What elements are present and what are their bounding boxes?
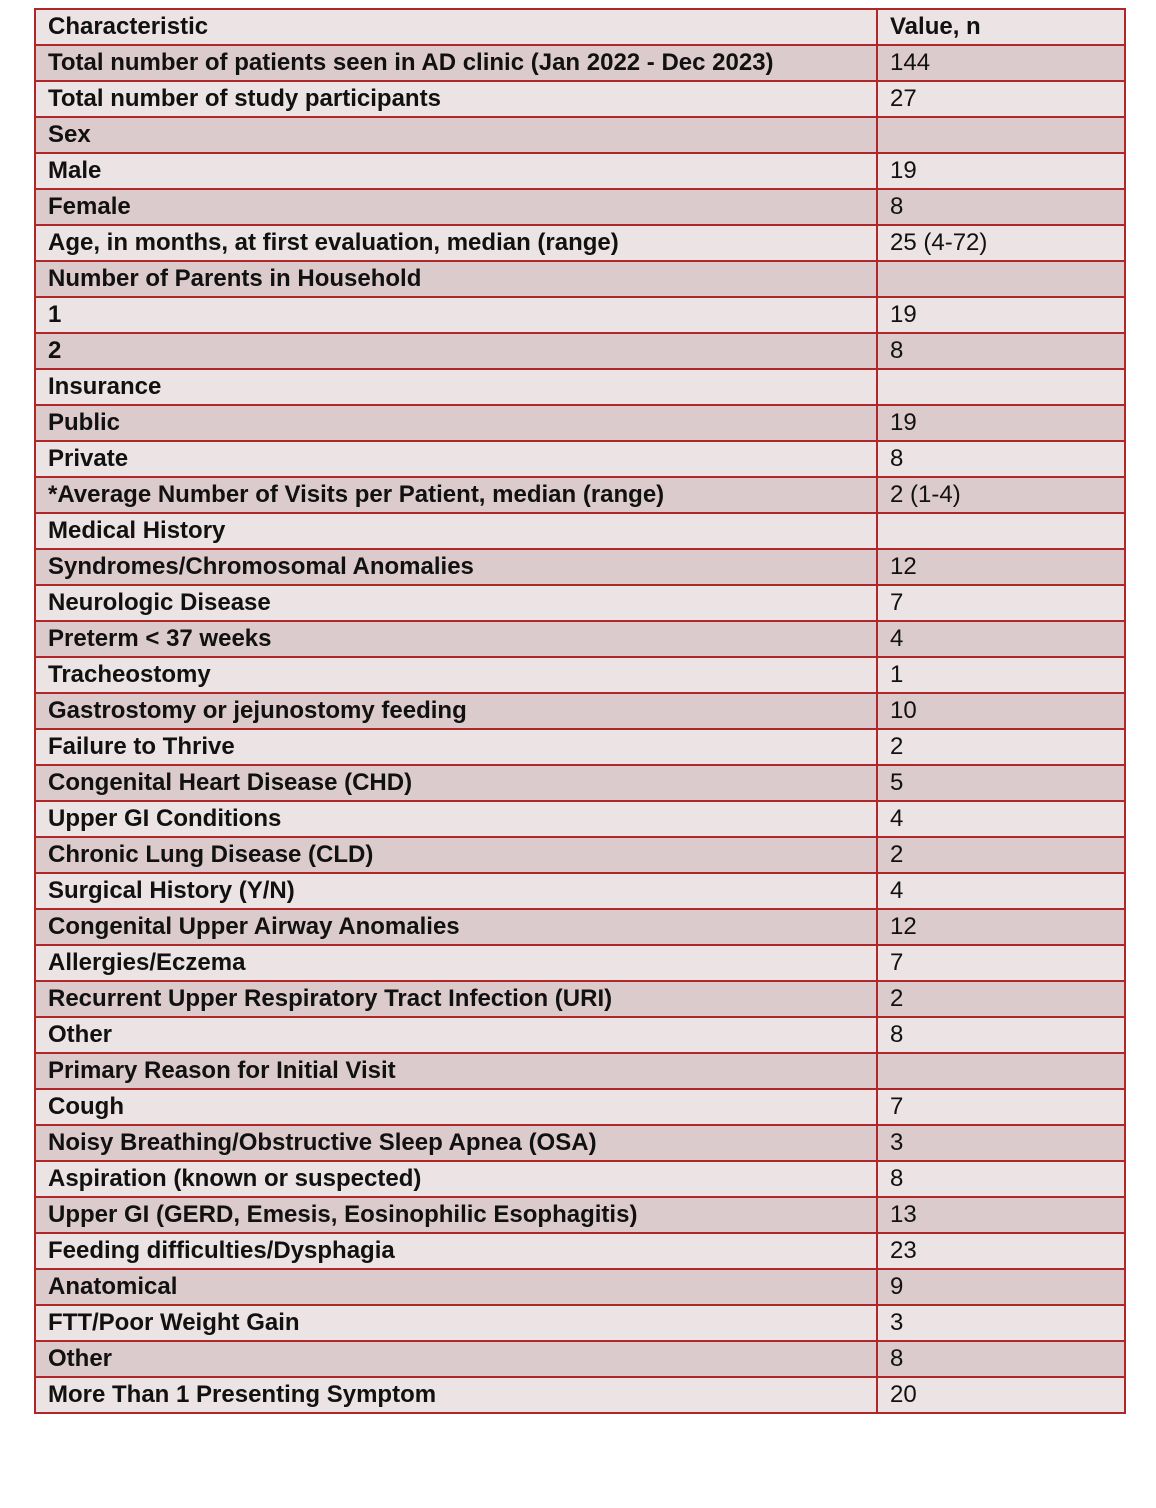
row-value: 8 xyxy=(877,1017,1125,1053)
row-value xyxy=(877,369,1125,405)
row-value: 8 xyxy=(877,1161,1125,1197)
row-value: 25 (4-72) xyxy=(877,225,1125,261)
table-row xyxy=(35,585,1125,621)
row-value: 9 xyxy=(877,1269,1125,1305)
row-value: 5 xyxy=(877,765,1125,801)
row-characteristic: Primary Reason for Initial Visit xyxy=(35,1053,877,1089)
row-characteristic: Age, in months, at first evaluation, median (range) xyxy=(35,225,877,261)
row-value xyxy=(877,117,1125,153)
row-characteristic: 2 xyxy=(35,333,877,369)
table-row xyxy=(35,81,1125,117)
table-row xyxy=(35,333,1125,369)
row-value: 3 xyxy=(877,1125,1125,1161)
table-row xyxy=(35,1125,1125,1161)
table-row xyxy=(35,1017,1125,1053)
row-value: 8 xyxy=(877,333,1125,369)
table-row xyxy=(35,909,1125,945)
row-value: 2 xyxy=(877,729,1125,765)
table-row xyxy=(35,945,1125,981)
row-characteristic: Failure to Thrive xyxy=(35,729,877,765)
table-row xyxy=(35,729,1125,765)
row-value: 4 xyxy=(877,873,1125,909)
table-row xyxy=(35,765,1125,801)
row-characteristic: Noisy Breathing/Obstructive Sleep Apnea (OSA) xyxy=(35,1125,877,1161)
table-row xyxy=(35,369,1125,405)
table-body xyxy=(35,9,1125,1413)
row-characteristic: *Average Number of Visits per Patient, median (range) xyxy=(35,477,877,513)
row-characteristic: Neurologic Disease xyxy=(35,585,877,621)
row-characteristic: Other xyxy=(35,1341,877,1377)
row-characteristic: Feeding difficulties/Dysphagia xyxy=(35,1233,877,1269)
row-characteristic: Chronic Lung Disease (CLD) xyxy=(35,837,877,873)
row-value: 7 xyxy=(877,945,1125,981)
row-characteristic: Gastrostomy or jejunostomy feeding xyxy=(35,693,877,729)
row-value: 12 xyxy=(877,549,1125,585)
row-characteristic: FTT/Poor Weight Gain xyxy=(35,1305,877,1341)
row-value: 8 xyxy=(877,1341,1125,1377)
row-value xyxy=(877,1053,1125,1089)
table-row xyxy=(35,1269,1125,1305)
row-value: 19 xyxy=(877,153,1125,189)
table-row xyxy=(35,477,1125,513)
table-row xyxy=(35,153,1125,189)
table-row xyxy=(35,189,1125,225)
row-characteristic: Recurrent Upper Respiratory Tract Infection (URI) xyxy=(35,981,877,1017)
row-characteristic: Female xyxy=(35,189,877,225)
row-value: 3 xyxy=(877,1305,1125,1341)
table-header-row xyxy=(35,9,1125,45)
row-characteristic: Other xyxy=(35,1017,877,1053)
row-value: 2 xyxy=(877,981,1125,1017)
row-characteristic: Cough xyxy=(35,1089,877,1125)
row-characteristic: Upper GI (GERD, Emesis, Eosinophilic Esophagitis) xyxy=(35,1197,877,1233)
table-row xyxy=(35,657,1125,693)
row-value xyxy=(877,261,1125,297)
table-row xyxy=(35,1233,1125,1269)
row-characteristic: Total number of patients seen in AD clinic (Jan 2022 - Dec 2023) xyxy=(35,45,877,81)
table-row xyxy=(35,693,1125,729)
row-value: 4 xyxy=(877,621,1125,657)
row-characteristic: Congenital Heart Disease (CHD) xyxy=(35,765,877,801)
row-characteristic: Sex xyxy=(35,117,877,153)
row-value: 7 xyxy=(877,585,1125,621)
row-value: 2 xyxy=(877,837,1125,873)
table-row xyxy=(35,1161,1125,1197)
table-row xyxy=(35,513,1125,549)
row-value: 20 xyxy=(877,1377,1125,1413)
table-row xyxy=(35,45,1125,81)
table-row xyxy=(35,981,1125,1017)
row-value: 4 xyxy=(877,801,1125,837)
row-characteristic: Surgical History (Y/N) xyxy=(35,873,877,909)
row-value: 144 xyxy=(877,45,1125,81)
characteristics-table xyxy=(34,8,1126,1414)
row-characteristic: Medical History xyxy=(35,513,877,549)
table-row xyxy=(35,297,1125,333)
row-characteristic: Insurance xyxy=(35,369,877,405)
table-row xyxy=(35,801,1125,837)
row-value: 19 xyxy=(877,405,1125,441)
row-characteristic: Upper GI Conditions xyxy=(35,801,877,837)
row-value: 23 xyxy=(877,1233,1125,1269)
row-characteristic: Allergies/Eczema xyxy=(35,945,877,981)
table-row xyxy=(35,1305,1125,1341)
table-row xyxy=(35,1089,1125,1125)
table-row xyxy=(35,873,1125,909)
row-characteristic: Syndromes/Chromosomal Anomalies xyxy=(35,549,877,585)
row-value: 12 xyxy=(877,909,1125,945)
row-value: 2 (1-4) xyxy=(877,477,1125,513)
row-characteristic: Aspiration (known or suspected) xyxy=(35,1161,877,1197)
row-characteristic: Public xyxy=(35,405,877,441)
row-value: 7 xyxy=(877,1089,1125,1125)
row-value: 8 xyxy=(877,189,1125,225)
row-value: 19 xyxy=(877,297,1125,333)
table-row xyxy=(35,549,1125,585)
row-value: 8 xyxy=(877,441,1125,477)
row-value: 1 xyxy=(877,657,1125,693)
row-characteristic: More Than 1 Presenting Symptom xyxy=(35,1377,877,1413)
row-characteristic: Male xyxy=(35,153,877,189)
table-row xyxy=(35,225,1125,261)
row-value: 10 xyxy=(877,693,1125,729)
table-row xyxy=(35,261,1125,297)
row-value: 27 xyxy=(877,81,1125,117)
row-value xyxy=(877,513,1125,549)
table-row xyxy=(35,1341,1125,1377)
table-row xyxy=(35,405,1125,441)
row-characteristic: Congenital Upper Airway Anomalies xyxy=(35,909,877,945)
row-characteristic: Total number of study participants xyxy=(35,81,877,117)
header-value: Value, n xyxy=(877,9,1125,45)
table-row xyxy=(35,1053,1125,1089)
characteristics-table-container xyxy=(34,8,1124,1414)
row-characteristic: Number of Parents in Household xyxy=(35,261,877,297)
header-characteristic: Characteristic xyxy=(35,9,877,45)
table-row xyxy=(35,837,1125,873)
row-characteristic: Tracheostomy xyxy=(35,657,877,693)
table-row xyxy=(35,1197,1125,1233)
table-row xyxy=(35,1377,1125,1413)
table-row xyxy=(35,441,1125,477)
row-value: 13 xyxy=(877,1197,1125,1233)
row-characteristic: Private xyxy=(35,441,877,477)
row-characteristic: Anatomical xyxy=(35,1269,877,1305)
table-row xyxy=(35,621,1125,657)
row-characteristic: 1 xyxy=(35,297,877,333)
row-characteristic: Preterm < 37 weeks xyxy=(35,621,877,657)
table-row xyxy=(35,117,1125,153)
